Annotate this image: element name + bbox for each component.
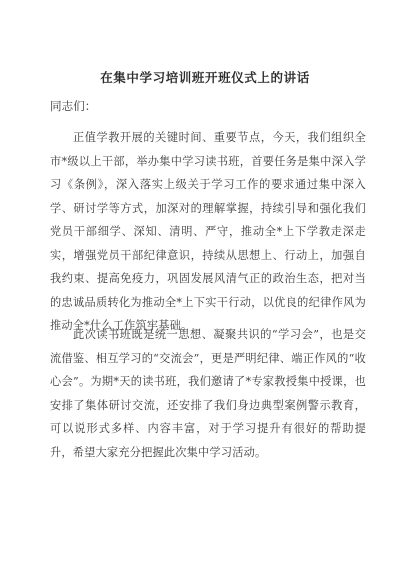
document-title: 在集中学习培训班开班仪式上的讲话 [100,70,310,85]
salutation: 同志们： [50,99,97,113]
paragraph-2: 此次读书班既是统一思想、凝聚共识的“学习会”，也是交流借鉴、相互学习的“交流会”，更是严明纪律、端正作风的“收心会”。为期*天的读书班，我们邀请了*专家教授集中授课，也安排了集体研讨交流，还安排了我们身边典型案例警示教育，可以说形式多样、内容丰富，对于学习提升有很好的帮助提升，希望大家充分把握此次集中学习活动。 [50,328,366,459]
paragraph-1: 正值学教开展的关键时间、重要节点，今天，我们组织全市*级以上干部，举办集中学习读书班，首要任务是集中深入学习《条例》，深入落实上级关于学习工作的要求通过集中深入学、研讨学等方式，加深对的理解掌握，持续引导和强化我们党员干部细学、深知、清明、严守，推动全*上下学教走深走实，增强党员干部纪律意识，持续从思想上、行动上，加强自我约束、提高免疫力，巩固发展风清气正的政治生态，把对当的忠诚品质转化为推动全*上下实干行动，以优良的纪律作风为推动全*什么工作筑牢基础。 [50,131,366,332]
